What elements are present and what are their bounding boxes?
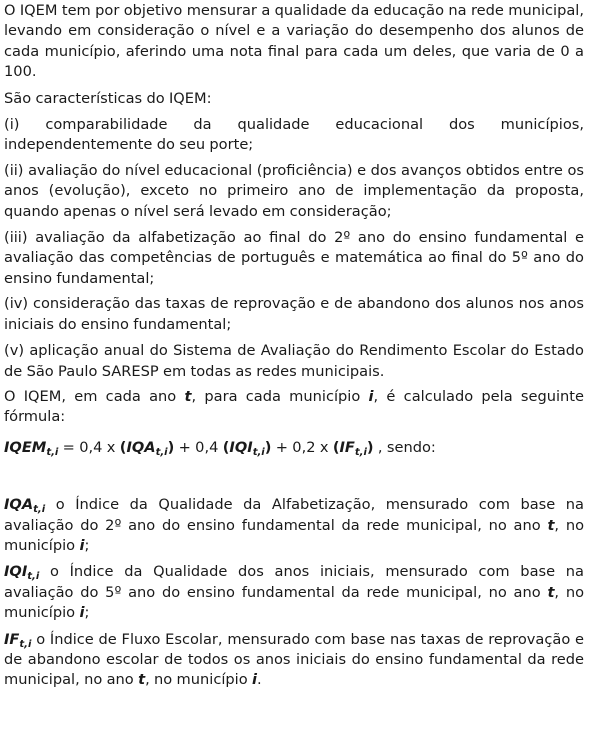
- formula-close-paren-2: ): [264, 438, 272, 456]
- definition-iqa-subscript: t,i: [33, 504, 46, 516]
- definition-iqa: [4, 495, 584, 556]
- iqem-formula: [4, 438, 584, 458]
- formula-close-paren-3: ): [366, 438, 374, 456]
- formula-term-iqi: IQI: [229, 438, 253, 456]
- definition-if-text-3: .: [257, 671, 262, 689]
- formula-term-iqa: IQA: [126, 438, 156, 456]
- paragraph-iqem-objective: O IQEM tem por objetivo mensurar a qualidade da educação na rede municipal, levando em consideração o nível e a variação do desempenho dos alunos de cada município, aferindo uma nota final para cada um deles, que varia de 0 a 100.: [4, 2, 584, 81]
- formula-lhs: IQEM: [4, 438, 47, 456]
- definition-if-subscript: t,i: [19, 638, 32, 650]
- formula-intro-text-1: O IQEM, em cada ano: [4, 387, 185, 405]
- list-item-iii-literacy: (iii) avaliação da alfabetização ao final do 2º ano do ensino fundamental e avaliação das competências de português e matemática ao final do 5º ano do ensino fundamental;: [4, 229, 584, 287]
- document-page: [0, 1, 589, 732]
- definition-if-text-1: o Índice de Fluxo Escolar, mensurado com base nas taxas de reprovação e de abandono escolar de todos os anos iniciais do ensino fundamental da rede municipal, no ano: [4, 630, 584, 689]
- definition-if: [4, 630, 584, 691]
- list-item-iv-dropout: (iv) consideração das taxas de reprovação e de abandono dos alunos nos anos iniciais do ensino fundamental;: [4, 295, 584, 333]
- formula-term-if: IF: [339, 438, 355, 456]
- variable-t: t: [184, 387, 192, 405]
- formula-iqa-subscript: t,i: [155, 446, 168, 458]
- list-item-i-comparability: (i) comparabilidade da qualidade educacional dos municípios, independentemente do seu porte;: [4, 116, 584, 154]
- definition-iqi-variable-t: t: [547, 583, 555, 601]
- definition-iqa-text-1: o Índice da Qualidade da Alfabetização, mensurado com base na avaliação do 2º ano do ensino fundamental da rede municipal, no ano: [4, 496, 584, 534]
- definition-if-text-2: , no município: [145, 671, 252, 689]
- definition-iqi-variable-i: i: [79, 604, 85, 622]
- formula-open-paren-3: (: [332, 438, 340, 456]
- formula-open-paren-2: (: [222, 438, 230, 456]
- paragraph-formula-intro: [4, 387, 584, 428]
- formula-tail: , sendo:: [373, 438, 436, 456]
- definition-iqi-text-2: , no município: [4, 583, 584, 622]
- list-item-ii-evaluation: (ii) avaliação do nível educacional (proficiência) e dos avanços obtidos entre os anos (evolução), exceto no primeiro ano de implementação da proposta, quando apenas o nível será levado em consideração;: [4, 161, 584, 220]
- formula-lhs-subscript: t,i: [46, 446, 59, 458]
- formula-if-subscript: t,i: [354, 446, 367, 458]
- definition-iqi-text-3: ;: [84, 604, 90, 622]
- definition-iqa-text-3: ;: [84, 536, 90, 554]
- definition-if-term: IF: [4, 630, 20, 648]
- definition-if-variable-t: t: [138, 671, 146, 689]
- formula-plus-coefficient-2: + 0,2 x: [271, 438, 333, 456]
- formula-open-paren-1: (: [119, 438, 127, 456]
- definition-iqa-text-2: , no município: [4, 516, 584, 554]
- formula-intro-text-3: , é calculado pela seguinte fórmula:: [4, 387, 584, 426]
- definition-iqa-variable-t: t: [547, 516, 555, 534]
- formula-intro-text-2: , para cada município: [191, 387, 369, 405]
- formula-close-paren-1: ): [167, 438, 175, 456]
- formula-iqi-subscript: t,i: [252, 446, 265, 458]
- definition-iqi: [4, 562, 584, 623]
- definition-iqa-term: IQA: [4, 496, 34, 514]
- definition-iqa-variable-i: i: [79, 536, 85, 554]
- list-item-v-saresp: (v) aplicação anual do Sistema de Avaliação do Rendimento Escolar do Estado de São Paulo SARESP em todas as redes municipais.: [4, 342, 584, 380]
- definition-iqi-term: IQI: [4, 563, 28, 581]
- definition-iqi-subscript: t,i: [27, 571, 40, 583]
- variable-i: i: [368, 387, 374, 405]
- definition-iqi-text-1: o Índice da Qualidade dos anos iniciais, mensurado com base na avaliação do 5º ano do ensino fundamental da rede municipal, no ano: [4, 563, 584, 601]
- definition-if-variable-i: i: [252, 671, 258, 689]
- formula-plus-coefficient-1: + 0,4: [174, 438, 223, 456]
- paragraph-characteristics-heading: São características do IQEM:: [4, 89, 212, 107]
- formula-equals-coefficient: = 0,4 x: [58, 438, 120, 456]
